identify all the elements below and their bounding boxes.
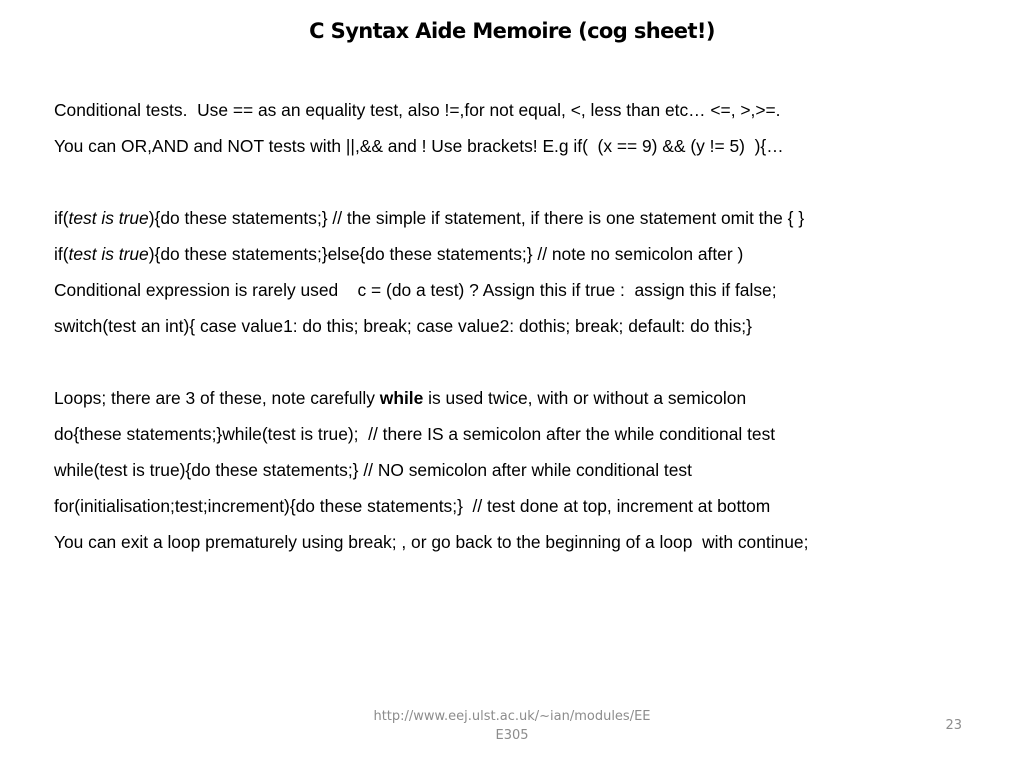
plain-text: Loops; there are 3 of these, note carefully — [54, 388, 380, 408]
text-line-break-continue: You can exit a loop prematurely using break; , or go back to the beginning of a loop with continue; — [54, 532, 809, 552]
text-line-conditional-expression: Conditional expression is rarely used c = (do a test) ? Assign this if true : assign this if false; — [54, 280, 777, 300]
bold-text: while — [379, 388, 424, 408]
footer-url — [352, 707, 672, 745]
footer-url-line-1: http://www.eej.ulst.ac.uk/~ian/modules/EE — [373, 709, 651, 724]
text-line-if-else-statement — [54, 244, 743, 264]
text-line-do-while: do{these statements;}while(test is true); // there IS a semicolon after the while conditional test — [54, 424, 776, 444]
code-text: ){do these statements;} // the simple if statement, if there is one statement omit the { } — [148, 208, 805, 228]
text-line-for: for(initialisation;test;increment){do these statements;} // test done at top, increment at bottom — [54, 496, 771, 516]
page-number: 23 — [945, 718, 962, 733]
text-line-if-statement — [54, 208, 804, 228]
code-text: ){do these statements;}else{do these statements;} // note no semicolon after ) — [148, 244, 744, 264]
italic-text: test is true — [68, 244, 149, 264]
text-line-conditional-tests: Conditional tests. Use == as an equality test, also !=,for not equal, <, less than etc… <=, >,>=. — [54, 100, 781, 120]
text-line-while: while(test is true){do these statements;} // NO semicolon after while conditional test — [54, 460, 692, 480]
text-line-switch-statement: switch(test an int){ case value1: do this; break; case value2: dothis; break; default: do this;} — [54, 316, 752, 336]
page-title: C Syntax Aide Memoire (cog sheet!) — [309, 19, 715, 43]
footer-url-line-2: E305 — [495, 728, 529, 743]
code-text: if( — [54, 208, 69, 228]
text-line-logical-operators: You can OR,AND and NOT tests with ||,&& and ! Use brackets! E.g if( (x == 9) && (y != 5) ){… — [54, 136, 784, 156]
plain-text: is used twice, with or without a semicolon — [423, 388, 747, 408]
italic-text: test is true — [68, 208, 149, 228]
code-text: if( — [54, 244, 69, 264]
text-line-loops-intro — [54, 388, 746, 408]
